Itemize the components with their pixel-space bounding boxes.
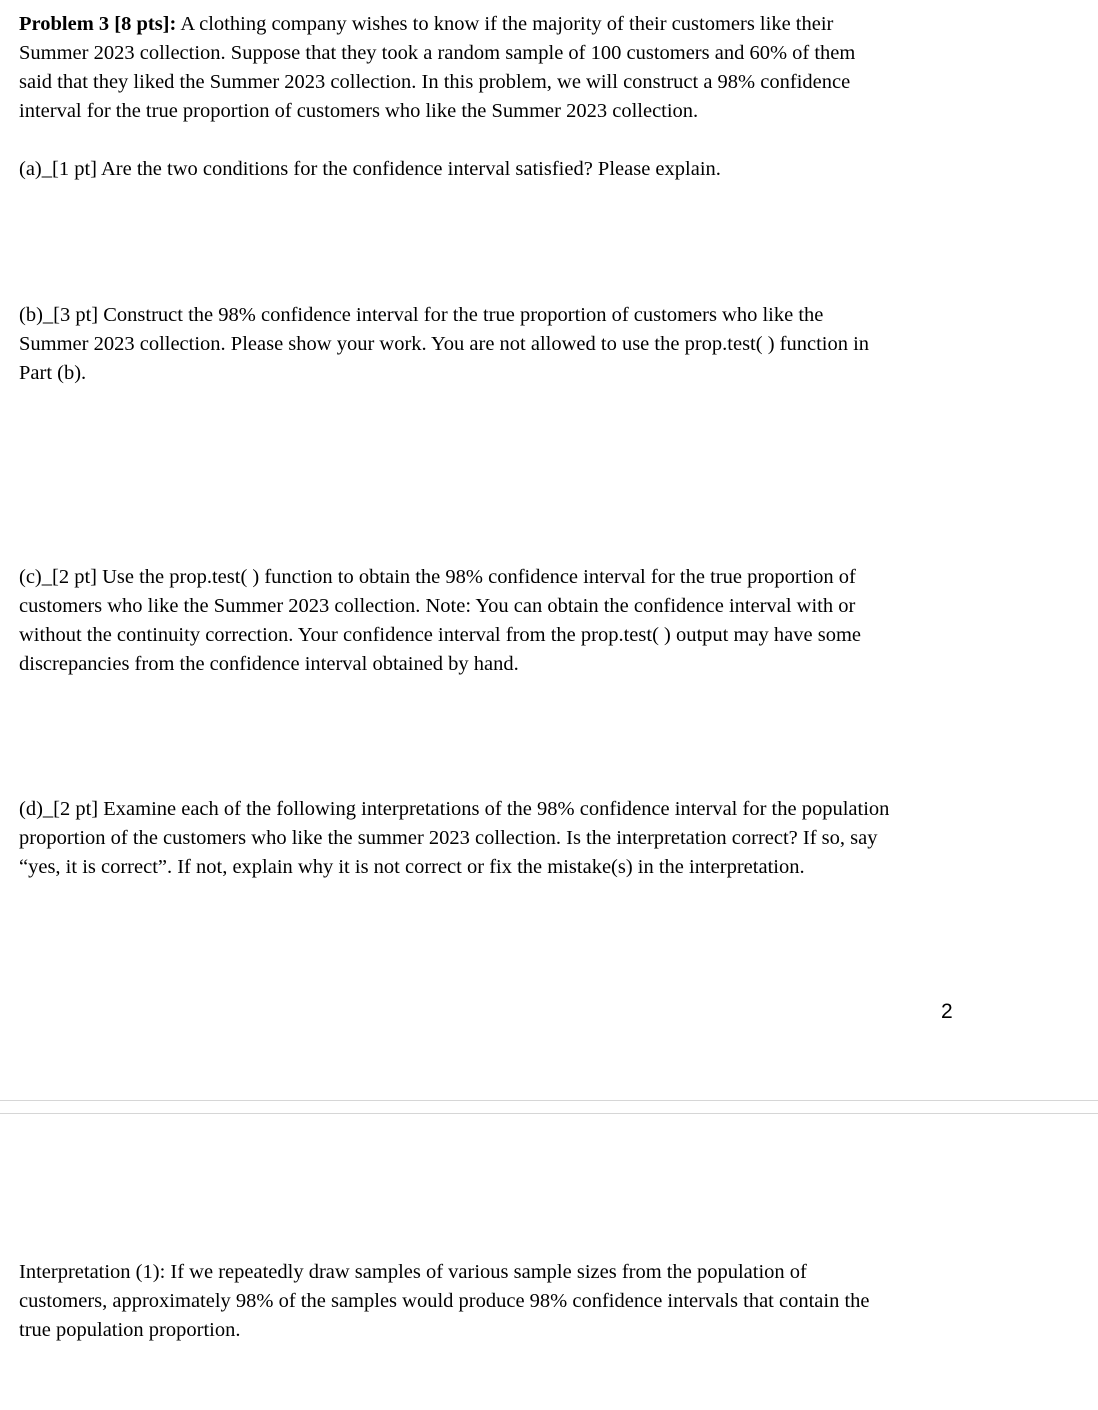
- part-b-line-3: Part (b).: [19, 362, 87, 384]
- part-d-line-1: (d)_[2 pt] Examine each of the following interpretations of the 98% confidence interval for the population: [19, 798, 890, 820]
- part-d-question: [19, 795, 979, 882]
- problem-intro-line-3: said that they liked the Summer 2023 collection. In this problem, we will construct a 98% confidence: [19, 71, 851, 93]
- part-b-line-1: (b)_[3 pt] Construct the 98% confidence interval for the true proportion of customers who like the: [19, 304, 824, 326]
- problem-intro-line-4: interval for the true proportion of customers who like the Summer 2023 collection.: [19, 100, 699, 122]
- part-d-line-3: “yes, it is correct”. If not, explain why it is not correct or fix the mistake(s) in the interpretation.: [19, 856, 805, 878]
- page-break-divider-bottom: [0, 1113, 1098, 1114]
- interpretation-1-line-2: customers, approximately 98% of the samples would produce 98% confidence intervals that contain the: [19, 1290, 870, 1312]
- part-c-line-3: without the continuity correction. Your confidence interval from the prop.test( ) output may have some: [19, 624, 862, 646]
- problem-intro-line-2: Summer 2023 collection. Suppose that they took a random sample of 100 customers and 60% of them: [19, 42, 856, 64]
- part-c-line-1: (c)_[2 pt] Use the prop.test( ) function to obtain the 98% confidence interval for the true proportion of: [19, 566, 856, 588]
- interpretation-1-line-1: Interpretation (1): If we repeatedly draw samples of various sample sizes from the population of: [19, 1261, 807, 1283]
- interpretation-1-line-3: true population proportion.: [19, 1319, 241, 1341]
- problem-intro-text-1: A clothing company wishes to know if the majority of their customers like their: [176, 13, 834, 35]
- problem-statement: [19, 10, 979, 126]
- part-b-line-2: Summer 2023 collection. Please show your work. You are not allowed to use the prop.test( ) function in: [19, 333, 870, 355]
- part-c-question: [19, 563, 979, 679]
- part-c-line-2: customers who like the Summer 2023 collection. Note: You can obtain the confidence interval with or: [19, 595, 856, 617]
- page-number: 2: [941, 1000, 953, 1023]
- part-a-question: [19, 155, 979, 184]
- part-c-line-4: discrepancies from the confidence interval obtained by hand.: [19, 653, 519, 675]
- part-a-line-1: (a)_[1 pt] Are the two conditions for the confidence interval satisfied? Please explain.: [19, 158, 721, 180]
- page-break-divider-top: [0, 1100, 1098, 1101]
- problem-intro-line-1: [19, 10, 979, 39]
- problem-heading: Problem 3 [8 pts]:: [19, 13, 177, 35]
- part-d-line-2: proportion of the customers who like the summer 2023 collection. Is the interpretation correct? If so, say: [19, 827, 878, 849]
- part-b-question: [19, 301, 979, 388]
- interpretation-1: [19, 1258, 979, 1345]
